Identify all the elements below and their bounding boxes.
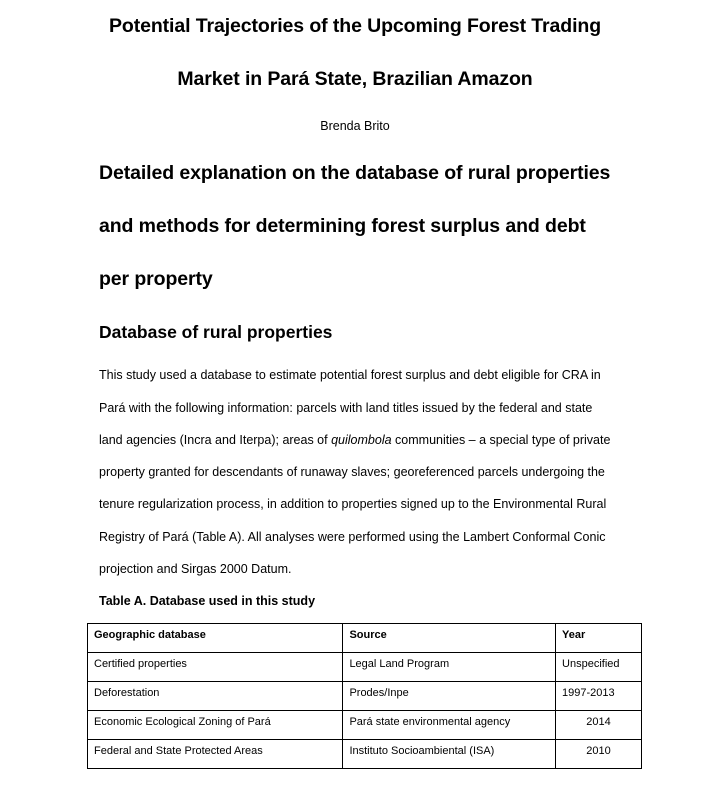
paragraph-line-3-pre: land agencies (Incra and Iterpa); areas of <box>99 433 332 447</box>
paragraph-line-3-emphasis: quilombola <box>331 433 392 447</box>
paragraph-line-2: Pará with the following information: parcels with land titles issued by the federal and state <box>99 401 593 415</box>
table-cell: Certified properties <box>88 653 343 682</box>
table-cell: Pará state environmental agency <box>343 711 556 740</box>
author-name: Brenda Brito <box>320 119 390 133</box>
table-row <box>88 682 642 711</box>
table-cell: Deforestation <box>88 682 343 711</box>
table-cell: 2014 <box>556 711 642 740</box>
paragraph-line-6: Registry of Pará (Table A). All analyses were performed using the Lambert Conformal Conic <box>99 530 606 544</box>
table-caption: Table A. Database used in this study <box>99 594 316 608</box>
database-table <box>87 623 642 769</box>
subsection-heading: Database of rural properties <box>99 322 333 342</box>
table-cell: Unspecified <box>556 653 642 682</box>
table-cell: Prodes/Inpe <box>343 682 556 711</box>
table-cell: 1997-2013 <box>556 682 642 711</box>
table-row <box>88 711 642 740</box>
section-heading-line-3: per property <box>99 268 213 290</box>
paragraph-line-5: tenure regularization process, in addition to properties signed up to the Environmental Rural <box>99 497 607 511</box>
paragraph-line-3-post: communities – a special type of private <box>391 433 611 447</box>
paper-title-line-1: Potential Trajectories of the Upcoming Forest Trading <box>108 15 602 37</box>
paragraph-line-7: projection and Sirgas 2000 Datum. <box>99 562 292 576</box>
table-header-cell: Source <box>343 624 556 653</box>
table-cell: Instituto Socioambiental (ISA) <box>343 740 556 769</box>
table-header-cell: Year <box>556 624 642 653</box>
table-cell: Legal Land Program <box>343 653 556 682</box>
section-heading-line-1: Detailed explanation on the database of rural properties <box>99 162 611 184</box>
paper-title-line-2: Market in Pará State, Brazilian Amazon <box>177 68 533 90</box>
table-header-row <box>88 624 642 653</box>
section-heading-line-2: and methods for determining forest surplus and debt <box>99 215 586 237</box>
table-cell: 2010 <box>556 740 642 769</box>
table-row <box>88 653 642 682</box>
table-cell: Federal and State Protected Areas <box>88 740 343 769</box>
paragraph-line-1: This study used a database to estimate potential forest surplus and debt eligible for CRA in <box>99 368 601 382</box>
paragraph-line-3 <box>99 432 610 448</box>
paragraph-line-4: property granted for descendants of runaway slaves; georeferenced parcels undergoing the <box>99 465 605 479</box>
table-header-cell: Geographic database <box>88 624 343 653</box>
table-row <box>88 740 642 769</box>
table-cell: Economic Ecological Zoning of Pará <box>88 711 343 740</box>
